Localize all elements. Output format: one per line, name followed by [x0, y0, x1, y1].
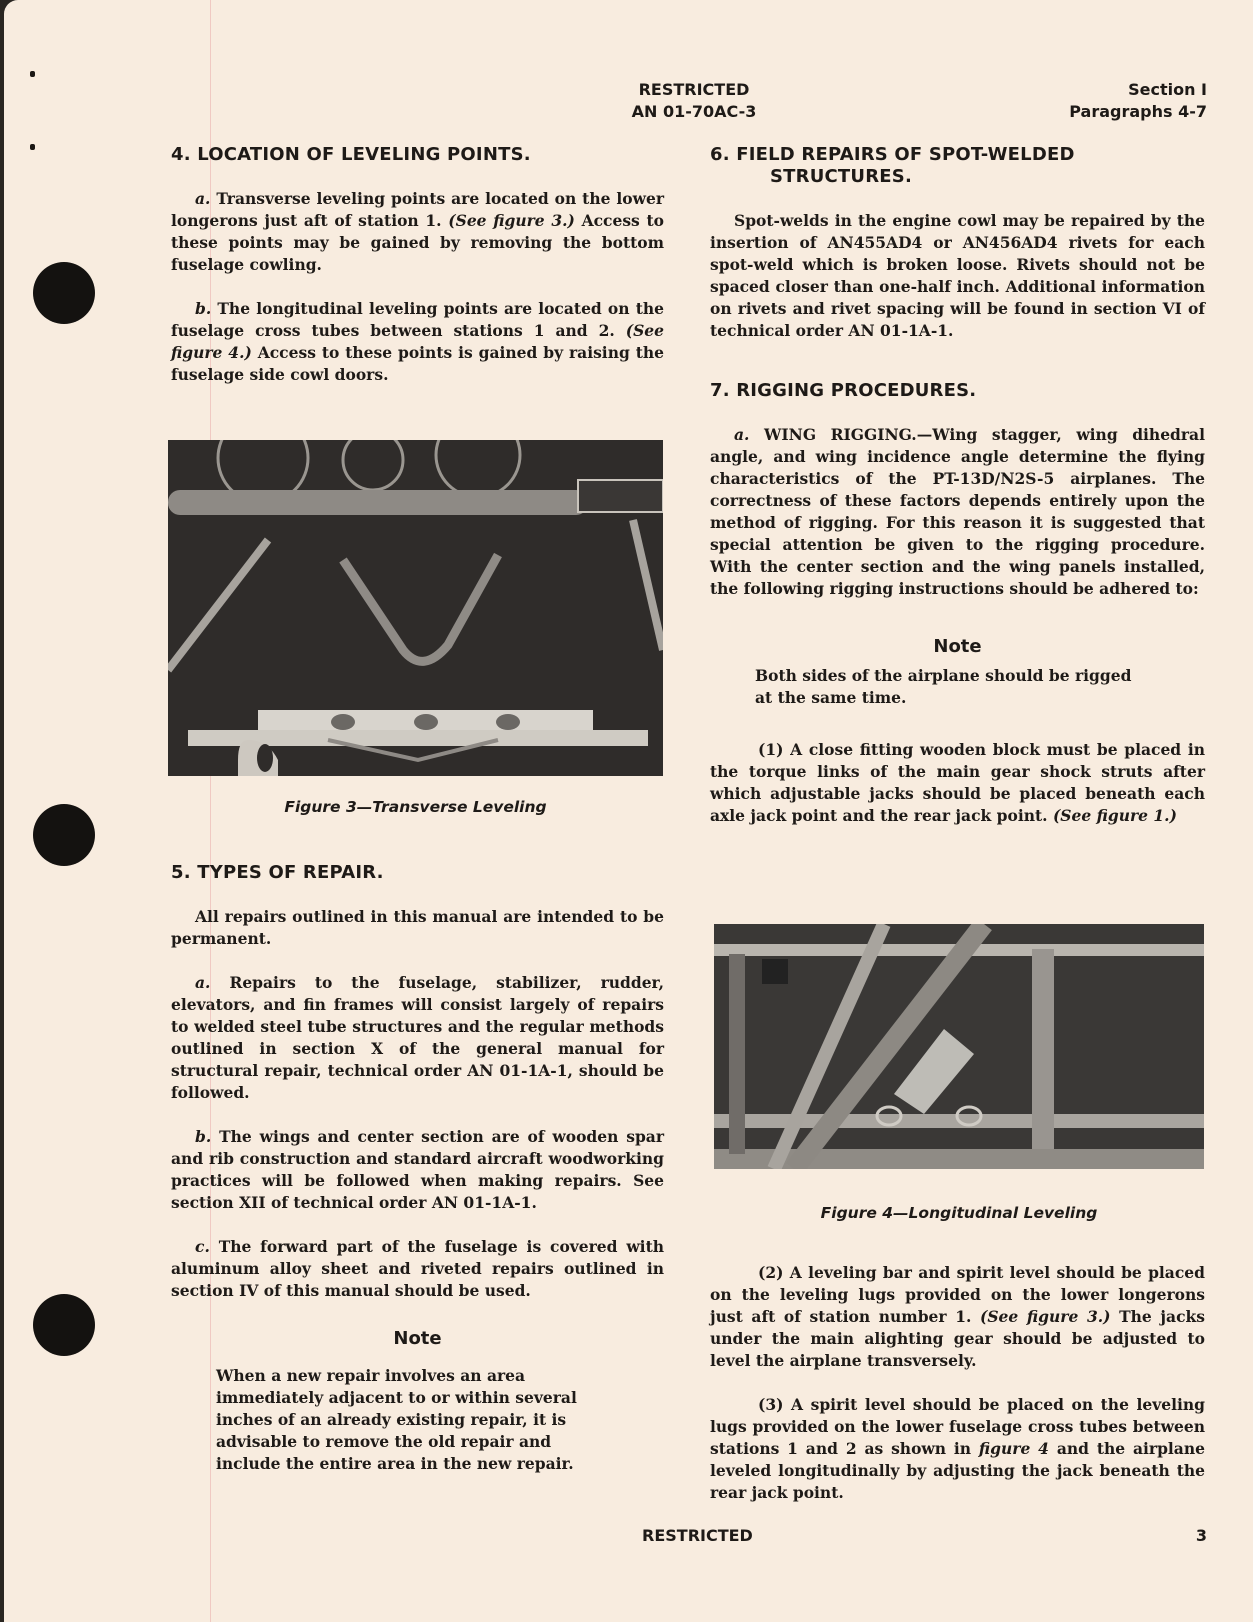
- section-6-heading: 6. FIELD REPAIRS OF SPOT-WELDED STRUCTURES.: [710, 144, 1075, 187]
- right-column-bottom: [710, 1262, 1205, 1504]
- rigging-step-2: (2) A leveling bar and spirit level should be placed on the leveling lugs provided on the lower longerons just aft of station number 1. (See figure 3.) The jacks under the main alighting gear should be adjusted to level the airplane transversely.: [710, 1263, 1205, 1370]
- header-classification: RESTRICTED: [638, 80, 750, 99]
- figure-3-reference: (See figure 3.): [980, 1307, 1111, 1326]
- rigging-step-3: (3) A spirit level should be placed on the leveling lugs provided on the lower fuselage cross tubes between stations 1 and 2 as shown in figure 4 and the airplane leveled longitudinally by adjusting the jack beneath the rear jack point.: [710, 1395, 1205, 1502]
- paper-mark: [30, 144, 35, 150]
- footer-classification: RESTRICTED: [642, 1526, 753, 1545]
- binder-hole: [33, 1294, 95, 1356]
- figure-4-caption: Figure 4—Longitudinal Leveling: [820, 1204, 1098, 1222]
- left-column-bottom: [171, 862, 664, 1475]
- header-paragraphs: Paragraphs 4-7: [1069, 102, 1207, 121]
- section-7-heading: 7. RIGGING PROCEDURES.: [710, 380, 977, 401]
- figure-1-reference: (See figure 1.): [1052, 806, 1177, 825]
- section-4-heading: 4. LOCATION OF LEVELING POINTS.: [171, 144, 531, 165]
- page-number: 3: [1195, 1526, 1207, 1545]
- figure-3-reference: (See figure 3.): [448, 211, 575, 230]
- header-section: Section I: [1128, 80, 1207, 99]
- left-column-top: [171, 144, 664, 386]
- section-6-paragraph: Spot-welds in the engine cowl may be repaired by the insertion of AN455AD4 or AN456AD4 rivets for each spot-weld which is broken loose. Rivets should not be spaced closer than one-half inch. Additional information on rivets and rivet spacing will be found in section VI of technical order AN 01-1A-1.: [710, 211, 1205, 340]
- section-5b-paragraph: b. The wings and center section are of wooden spar and rib construction and standard aircraft woodworking practices will be followed when making repairs. See section XII of technical order AN 01-1A-1.: [171, 1127, 665, 1212]
- binder-hole: [33, 262, 95, 324]
- page-header-right: [1069, 79, 1207, 123]
- section-7-note-title: Note: [933, 636, 982, 657]
- section-5-intro: All repairs outlined in this manual are intended to be permanent.: [171, 907, 664, 948]
- longitudinal-leveling-photo-icon: [714, 924, 1204, 1169]
- right-column-top: [710, 144, 1205, 827]
- transverse-leveling-photo-icon: [168, 440, 663, 776]
- section-7a-paragraph: a. WING RIGGING.—Wing stagger, wing dihedral angle, and wing incidence angle determine the flying characteristics of the PT-13D/N2S-5 airplanes. The correctness of these factors depends entirely upon the method of rigging. For this reason it is suggested that special attention be given to the rigging procedure. With the center section and the wing panels installed, the following rigging instructions should be adhered to:: [710, 425, 1205, 598]
- section-7-note-body: Both sides of the airplane should be rigged at the same time.: [755, 666, 1132, 707]
- figure-3-photo: [168, 440, 663, 776]
- rigging-step-1: (1) A close fitting wooden block must be placed in the torque links of the main gear shock struts after which adjustable jacks should be placed beneath each axle jack point and the rear jack point. (See figure 1.): [710, 740, 1205, 825]
- section-5a-paragraph: a. Repairs to the fuselage, stabilizer, rudder, elevators, and fin frames will consist largely of repairs to welded steel tube structures and the regular methods outlined in section X of the general manual for structural repair, technical order AN 01-1A-1, should be followed.: [171, 973, 664, 1102]
- figure-3-caption: Figure 3—Transverse Leveling: [284, 798, 547, 816]
- section-5-note-body: When a new repair involves an area immediately adjacent to or within several inches of an already existing repair, it is advisable to remove the old repair and include the entire area in the new repair.: [216, 1366, 577, 1473]
- section-5-note-title: Note: [393, 1328, 442, 1349]
- section-5c-paragraph: c. The forward part of the fuselage is covered with aluminum alloy sheet and riveted repairs outlined in section IV of this manual should be used.: [171, 1237, 665, 1300]
- document-page: [4, 0, 1253, 1622]
- figure-4-reference: figure 4: [978, 1439, 1049, 1458]
- page-header-center: [564, 79, 824, 123]
- binder-hole: [33, 804, 95, 866]
- paper-mark: [30, 71, 35, 77]
- header-document-number: AN 01-70AC-3: [631, 102, 757, 121]
- section-5-heading: 5. TYPES OF REPAIR.: [171, 862, 384, 883]
- section-4a-paragraph: a. Transverse leveling points are located on the lower longerons just aft of station 1. (See figure 3.) Access to these points may be gained by removing the bottom fuselage cowling.: [171, 189, 664, 274]
- figure-4-reference: (See figure 4.): [171, 321, 664, 362]
- section-4b-paragraph: b. The longitudinal leveling points are located on the fuselage cross tubes between stations 1 and 2. (See figure 4.) Access to these points is gained by raising the fuselage side cowl doors.: [171, 299, 664, 384]
- figure-4-photo: [714, 924, 1204, 1169]
